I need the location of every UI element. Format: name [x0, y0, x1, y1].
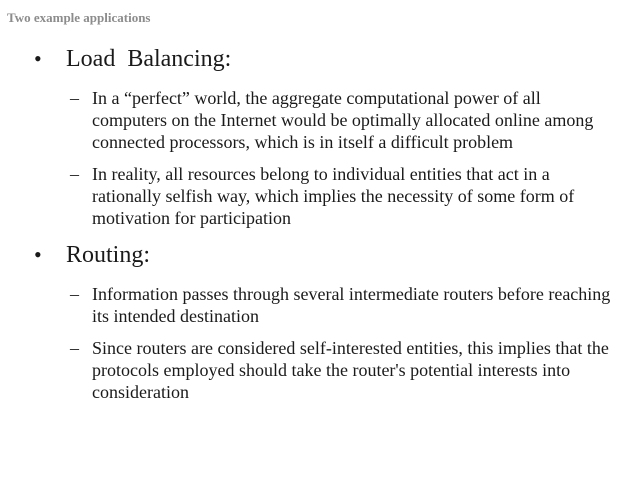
bullet-icon: •: [34, 242, 42, 267]
dash-icon: –: [70, 88, 79, 108]
bullet-heading: Load Balancing:: [66, 46, 232, 72]
slide-title: Two example applications: [7, 10, 151, 25]
dash-icon: –: [70, 338, 79, 358]
dash-icon: –: [70, 284, 79, 304]
bullet-icon: •: [34, 46, 42, 71]
bullet-heading: Routing:: [66, 242, 151, 268]
sub-item-text: Information passes through several intermediate routers before reaching its intended destination: [92, 284, 611, 326]
dash-icon: –: [70, 164, 79, 184]
sub-item-text: In a “perfect” world, the aggregate computational power of all computers on the Internet would be optimally allocated online among connected processors, which is in itself a difficult problem: [92, 88, 594, 152]
sub-item-text: In reality, all resources belong to individual entities that act in a rationally selfish way, which implies the necessity of some form of motivation for participation: [92, 164, 575, 228]
sub-item-text: Since routers are considered self-interested entities, this implies that the protocols employed should take the router's potential interests into consideration: [92, 338, 609, 402]
